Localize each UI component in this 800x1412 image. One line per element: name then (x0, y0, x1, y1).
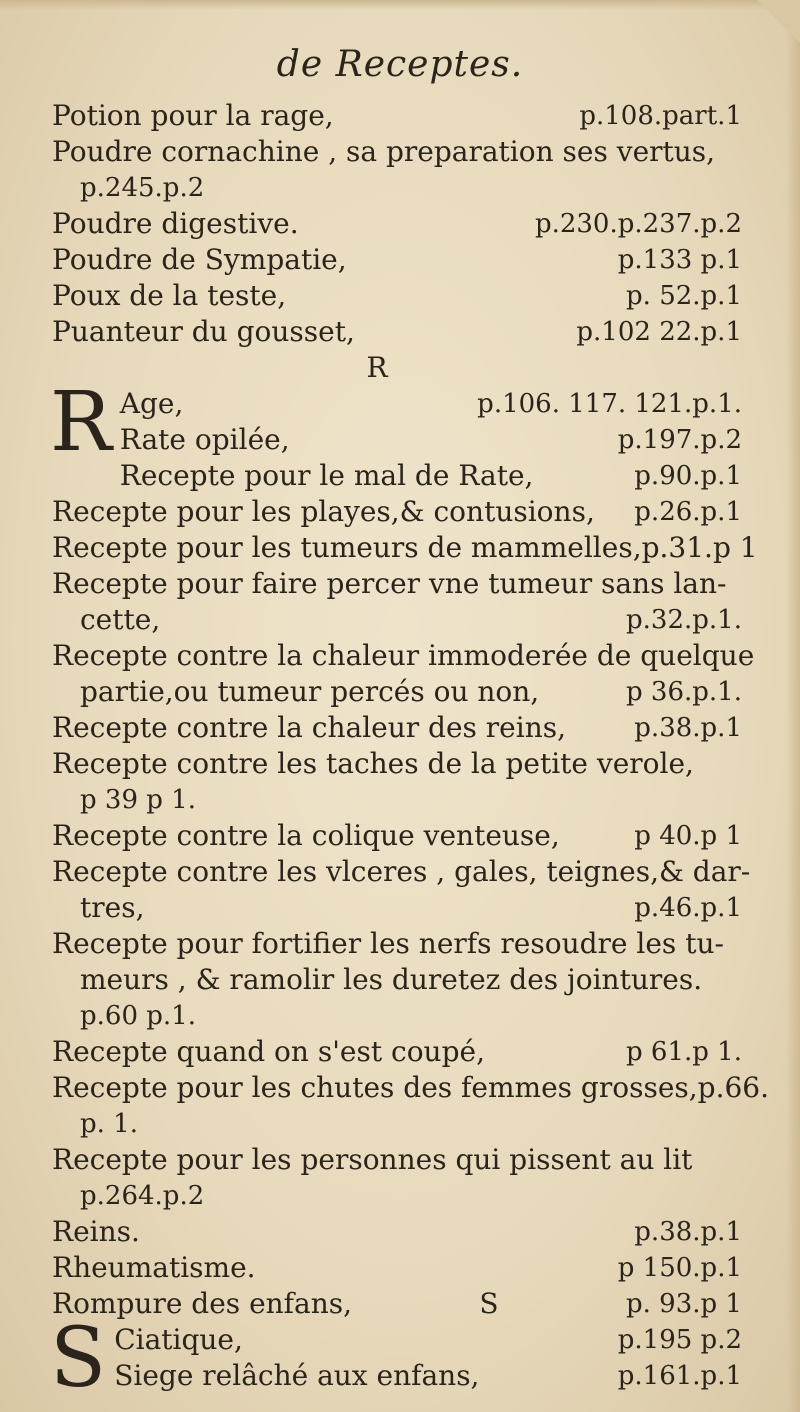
index-entry (52, 1142, 742, 1178)
entry-page-ref: p.264.p.2 (80, 1181, 205, 1211)
section-letter: S (479, 1287, 499, 1320)
index-entry-continuation (52, 674, 742, 710)
page-header: de Receptes. (276, 44, 524, 85)
entry-page-ref: p. 93.p 1 (626, 1289, 742, 1319)
index-entry (52, 1070, 770, 1106)
index-entry (52, 1250, 742, 1286)
entry-text: Ciatique, (114, 1323, 243, 1356)
entry-text: Recepte pour les personnes qui pissent au lit (52, 1143, 693, 1176)
section-s-block (50, 1311, 742, 1406)
index-entry (52, 854, 751, 890)
entry-text: Recepte contre la colique venteuse, (52, 819, 560, 852)
index-entry (52, 818, 742, 854)
page-top-edge (0, 0, 800, 10)
index-entry (52, 746, 742, 782)
index-entry-continuation (52, 1106, 742, 1142)
index-entry-continuation (52, 890, 742, 926)
entry-text: partie,ou tumeur percés ou non, (80, 675, 540, 708)
entry-page-ref: p.195 p.2 (617, 1325, 742, 1355)
index-entry (52, 206, 742, 242)
index-entry (52, 530, 758, 566)
entry-text: Recepte quand on s'est coupé, (52, 1035, 485, 1068)
index-entry (52, 134, 742, 170)
index-entry-continuation (52, 962, 742, 998)
entry-text: Potion pour la rage, (52, 99, 334, 132)
entry-text: meurs , & ramolir les duretez des jointures. (80, 963, 703, 996)
entry-text: Recepte pour les chutes des femmes grosses,p.66. (52, 1071, 770, 1104)
entry-page-ref: p.133 p.1 (617, 245, 742, 275)
entry-text: Recepte contre les vlceres , gales, teignes,& dar- (52, 855, 751, 888)
drop-cap-s: S (50, 1311, 107, 1406)
entry-page-ref: p 150.p.1 (617, 1253, 742, 1283)
entry-page-ref: p 61.p 1. (626, 1037, 742, 1067)
index-entry (114, 1358, 742, 1394)
entry-page-ref: p. 52.p.1 (626, 281, 742, 311)
index-entry (52, 494, 742, 530)
entry-page-ref: p.197.p.2 (617, 425, 742, 455)
index-body (50, 98, 770, 1406)
entry-text: Recepte pour faire percer vne tumeur sans lan- (52, 567, 727, 600)
index-entry-continuation (52, 998, 742, 1034)
entry-text: Recepte pour le mal de Rate, (119, 459, 534, 492)
entry-text: Poudre cornachine , sa preparation ses vertus, (52, 135, 716, 168)
index-entry (120, 386, 742, 422)
entry-text: tres, (80, 891, 145, 924)
index-entry (52, 926, 742, 962)
entry-text: Poudre digestive. (52, 207, 299, 240)
entry-text: Siege relâché aux enfans, (114, 1359, 480, 1392)
entry-text: Poux de la teste, (52, 279, 287, 312)
entry-text: Rate opilée, (119, 423, 290, 456)
drop-cap-r: R (50, 375, 112, 470)
section-letter-heading (52, 350, 742, 386)
index-entry (120, 458, 742, 494)
section-letter: R (366, 351, 388, 384)
entry-text: Recepte contre la chaleur des reins, (52, 711, 567, 744)
index-entry (52, 278, 742, 314)
index-entry (52, 1214, 742, 1250)
entry-text: Puanteur du gousset, (52, 315, 355, 348)
entry-page-ref: p.90.p.1 (634, 461, 742, 491)
entry-text: Recepte pour les tumeurs de mammelles,p.31.p 1 (52, 531, 758, 564)
index-entry-continuation (52, 602, 742, 638)
entry-page-ref: p.38.p.1 (634, 1217, 742, 1247)
entry-page-ref: p 40.p 1 (634, 821, 742, 851)
entry-page-ref: p.161.p.1 (617, 1361, 742, 1391)
page-right-edge (786, 0, 800, 1412)
index-entry (114, 1322, 742, 1358)
entry-page-ref: p.60 p.1. (80, 1001, 196, 1031)
section-r-block (50, 375, 742, 470)
index-entry (52, 1034, 742, 1070)
entry-page-ref: p.46.p.1 (634, 893, 742, 923)
index-entry (52, 710, 742, 746)
index-entry (52, 242, 742, 278)
entry-text: Reins. (52, 1215, 140, 1248)
entry-page-ref: p. 1. (80, 1109, 138, 1139)
entry-page-ref: p.26.p.1 (634, 497, 742, 527)
entry-page-ref: p.32.p.1. (626, 605, 742, 635)
index-entry-continuation (52, 1178, 742, 1214)
entry-text: Recepte pour les playes,& contusions, (52, 495, 595, 528)
index-entry (120, 422, 742, 458)
entry-page-ref: p.108.part.1 (579, 101, 742, 131)
entry-page-ref: p 36.p.1. (626, 677, 742, 707)
index-entry-continuation (52, 170, 742, 206)
entry-page-ref: p.106. 117. 121.p.1. (477, 389, 742, 419)
entry-text: Rheumatisme. (52, 1251, 256, 1284)
entry-text: Rompure des enfans, (52, 1287, 353, 1320)
entry-page-ref: p.38.p.1 (634, 713, 742, 743)
entry-page-ref: p.245.p.2 (80, 173, 205, 203)
entry-text: cette, (80, 603, 161, 636)
entry-text: Age, (119, 387, 184, 420)
entry-text: Poudre de Sympatie, (52, 243, 347, 276)
index-entry-continuation (52, 782, 742, 818)
entry-page-ref: p 39 p 1. (80, 785, 196, 815)
index-entry (52, 1286, 742, 1322)
entry-page-ref: p.230.p.237.p.2 (534, 209, 742, 239)
entry-page-ref: p.102 22.p.1 (576, 317, 742, 347)
index-entry (52, 98, 742, 134)
entry-text: Recepte contre les taches de la petite verole, (52, 747, 694, 780)
entry-text: Recepte contre la chaleur immoderée de quelque (52, 639, 755, 672)
entry-text: Recepte pour fortifier les nerfs resoudre les tu- (52, 927, 724, 960)
index-entry (52, 314, 742, 350)
index-entry (52, 638, 755, 674)
index-entry (52, 566, 742, 602)
